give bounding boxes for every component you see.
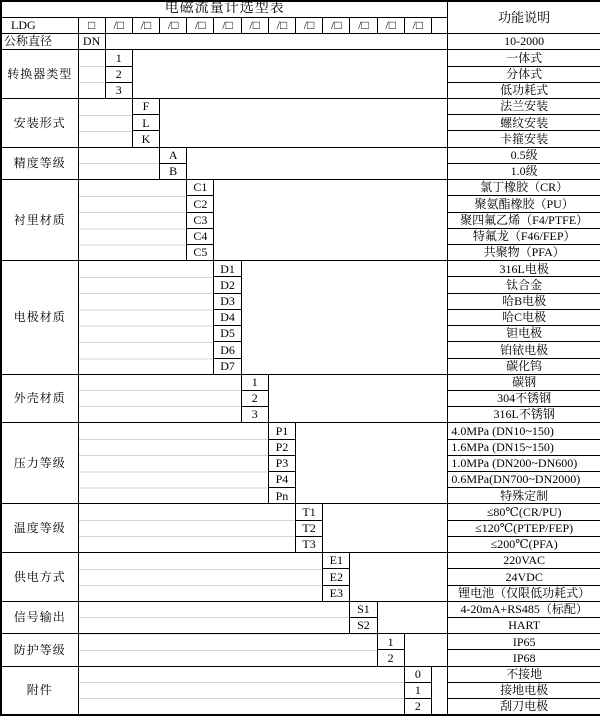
code-cell: D6 <box>214 342 241 358</box>
code-cell: D1 <box>214 261 241 277</box>
model-slot-box: /□ <box>377 17 404 33</box>
function-cell: 1.0级 <box>448 163 600 179</box>
group-label-pressure-rating: 压力等级 <box>1 423 78 504</box>
function-cell: 钛合金 <box>448 277 600 293</box>
empty-region <box>78 50 105 99</box>
group-label-converter-type: 转换器类型 <box>1 50 78 99</box>
table-row <box>1 99 600 115</box>
code-cell: P2 <box>268 439 295 455</box>
model-slot-box: /□ <box>296 17 323 33</box>
group-label-lining-material: 衬里材质 <box>1 180 78 261</box>
empty-region <box>132 50 448 99</box>
function-cell: 碳化钨 <box>448 358 600 374</box>
function-cell: 0.5级 <box>448 147 600 163</box>
function-cell: 聚氨酯橡胶（PU） <box>448 196 600 212</box>
empty-region <box>78 261 214 375</box>
code-cell: P4 <box>268 472 295 488</box>
empty-region <box>350 553 448 602</box>
model-label-ldg: LDG <box>1 17 78 33</box>
function-cell: 0.6MPa(DN700~DN2000) <box>448 472 600 488</box>
model-slot-box: /□ <box>214 17 241 33</box>
function-cell: 4-20mA+RS485（标配） <box>448 601 600 617</box>
function-cell: 24VDC <box>448 569 600 585</box>
empty-region <box>78 666 404 715</box>
function-cell: 不接地 <box>448 666 600 682</box>
code-cell: 1 <box>105 50 132 66</box>
empty-region <box>431 666 447 715</box>
code-cell: 2 <box>241 390 268 406</box>
function-cell: IP68 <box>448 650 600 666</box>
table-row <box>1 147 600 163</box>
model-slot-box: /□ <box>350 17 377 33</box>
code-cell: C3 <box>187 212 214 228</box>
empty-region <box>78 423 268 504</box>
function-cell: 4.0MPa (DN10~150) <box>448 423 600 439</box>
group-label-accessories: 附件 <box>1 666 78 715</box>
code-cell: D5 <box>214 326 241 342</box>
code-cell: C2 <box>187 196 214 212</box>
function-cell: 聚四氟乙烯（F4/PTFE） <box>448 212 600 228</box>
empty-region <box>78 147 160 179</box>
table-row <box>1 34 600 50</box>
table-row <box>1 374 600 390</box>
function-cell: 316L不锈钢 <box>448 407 600 423</box>
function-cell: 1.0MPa (DN200~DN600) <box>448 455 600 471</box>
group-label-temperature-class: 温度等级 <box>1 504 78 553</box>
code-cell: T1 <box>296 504 323 520</box>
function-cell: IP65 <box>448 634 600 650</box>
model-slot-box: /□ <box>268 17 295 33</box>
code-cell: 0 <box>404 666 431 682</box>
function-cell: 特殊定制 <box>448 488 600 504</box>
function-cell: 碳钢 <box>448 374 600 390</box>
code-cell: S1 <box>350 601 377 617</box>
code-cell: 3 <box>241 407 268 423</box>
empty-region <box>431 17 447 33</box>
empty-region <box>78 180 187 261</box>
code-cell: C5 <box>187 244 214 260</box>
code-cell: 1 <box>241 374 268 390</box>
empty-region <box>323 504 448 553</box>
group-label-installation-type: 安装形式 <box>1 99 78 148</box>
model-slot-box: /□ <box>160 17 187 33</box>
code-cell: 2 <box>377 650 404 666</box>
empty-region <box>160 99 448 148</box>
table-row <box>1 50 600 66</box>
group-label-protection-class: 防护等级 <box>1 634 78 666</box>
empty-region <box>268 374 448 423</box>
model-slot-box: /□ <box>323 17 350 33</box>
code-cell: E1 <box>323 553 350 569</box>
group-label-signal-output: 信号输出 <box>1 601 78 633</box>
function-cell: 刮刀电极 <box>448 699 600 715</box>
code-cell: D3 <box>214 293 241 309</box>
code-cell: D7 <box>214 358 241 374</box>
empty-region <box>296 423 448 504</box>
code-cell: 1 <box>377 634 404 650</box>
function-cell: 锂电池（仅限低功耗式） <box>448 585 600 601</box>
function-cell: 哈C电极 <box>448 309 600 325</box>
code-cell: 3 <box>105 82 132 98</box>
empty-region <box>214 180 448 261</box>
group-label-nominal-diameter: 公称直径 <box>1 34 78 50</box>
code-cell: F <box>132 99 159 115</box>
code-cell: Pn <box>268 488 295 504</box>
code-cell: S2 <box>350 618 377 634</box>
table-row <box>1 666 600 682</box>
function-cell: ≤200℃(PFA) <box>448 536 600 552</box>
empty-region <box>404 634 448 666</box>
function-cell: ≤80℃(CR/PU) <box>448 504 600 520</box>
function-cell: 氯丁橡胶（CR） <box>448 180 600 196</box>
code-cell: E3 <box>323 585 350 601</box>
function-cell: 一体式 <box>448 50 600 66</box>
empty-region <box>78 99 132 148</box>
function-cell: 304不锈钢 <box>448 390 600 406</box>
function-cell: 316L电极 <box>448 261 600 277</box>
code-cell: 1 <box>404 682 431 698</box>
table-row <box>1 423 600 439</box>
table-row <box>1 180 600 196</box>
model-slot-box: /□ <box>187 17 214 33</box>
empty-region <box>78 601 350 633</box>
function-cell-diameter: 10-2000 <box>448 34 600 50</box>
group-label-power-supply: 供电方式 <box>1 553 78 602</box>
empty-region <box>78 504 296 553</box>
model-slot-box: □ <box>78 17 105 33</box>
empty-region <box>105 34 448 50</box>
function-cell: 1.6MPa (DN15~150) <box>448 439 600 455</box>
code-cell: 2 <box>105 66 132 82</box>
table-row <box>1 504 600 520</box>
empty-region <box>78 553 323 602</box>
table-row <box>1 601 600 617</box>
function-column-header: 功能说明 <box>448 1 600 34</box>
code-cell: L <box>132 115 159 131</box>
model-slot-box: /□ <box>105 17 132 33</box>
group-label-housing-material: 外壳材质 <box>1 374 78 423</box>
empty-region <box>241 261 448 375</box>
empty-region <box>78 374 241 423</box>
code-cell: D2 <box>214 277 241 293</box>
function-cell: ≤120℃(PTEP/FEP) <box>448 520 600 536</box>
code-cell: T2 <box>296 520 323 536</box>
page-title: 电磁流量计选型表 <box>1 1 448 17</box>
function-cell: HART <box>448 618 600 634</box>
table-row <box>1 553 600 569</box>
table-row <box>1 261 600 277</box>
code-cell: 2 <box>404 699 431 715</box>
function-cell: 220VAC <box>448 553 600 569</box>
code-cell-dn: DN <box>78 34 105 50</box>
model-slot-box: /□ <box>132 17 159 33</box>
code-cell: C4 <box>187 228 214 244</box>
function-cell: 接地电极 <box>448 682 600 698</box>
code-cell: K <box>132 131 159 147</box>
code-cell: P1 <box>268 423 295 439</box>
code-cell: B <box>160 163 187 179</box>
function-cell: 螺纹安装 <box>448 115 600 131</box>
function-cell: 卡箍安装 <box>448 131 600 147</box>
empty-region <box>78 634 377 666</box>
empty-region <box>187 147 448 179</box>
function-cell: 低功耗式 <box>448 82 600 98</box>
function-cell: 铂铱电极 <box>448 342 600 358</box>
function-cell: 分体式 <box>448 66 600 82</box>
group-label-electrode-material: 电极材质 <box>1 261 78 375</box>
table-row <box>1 634 600 650</box>
group-label-accuracy-class: 精度等级 <box>1 147 78 179</box>
code-cell: P3 <box>268 455 295 471</box>
code-cell: D4 <box>214 309 241 325</box>
code-cell: T3 <box>296 536 323 552</box>
model-slot-box: /□ <box>404 17 431 33</box>
function-cell: 钽电极 <box>448 326 600 342</box>
function-cell: 法兰安装 <box>448 99 600 115</box>
table-row <box>1 1 600 17</box>
function-cell: 哈B电极 <box>448 293 600 309</box>
function-cell: 特氟龙（F46/FEP） <box>448 228 600 244</box>
function-cell: 共聚物（PFA） <box>448 244 600 260</box>
code-cell: A <box>160 147 187 163</box>
code-cell: C1 <box>187 180 214 196</box>
code-cell: E2 <box>323 569 350 585</box>
empty-region <box>377 601 448 633</box>
model-slot-box: /□ <box>241 17 268 33</box>
